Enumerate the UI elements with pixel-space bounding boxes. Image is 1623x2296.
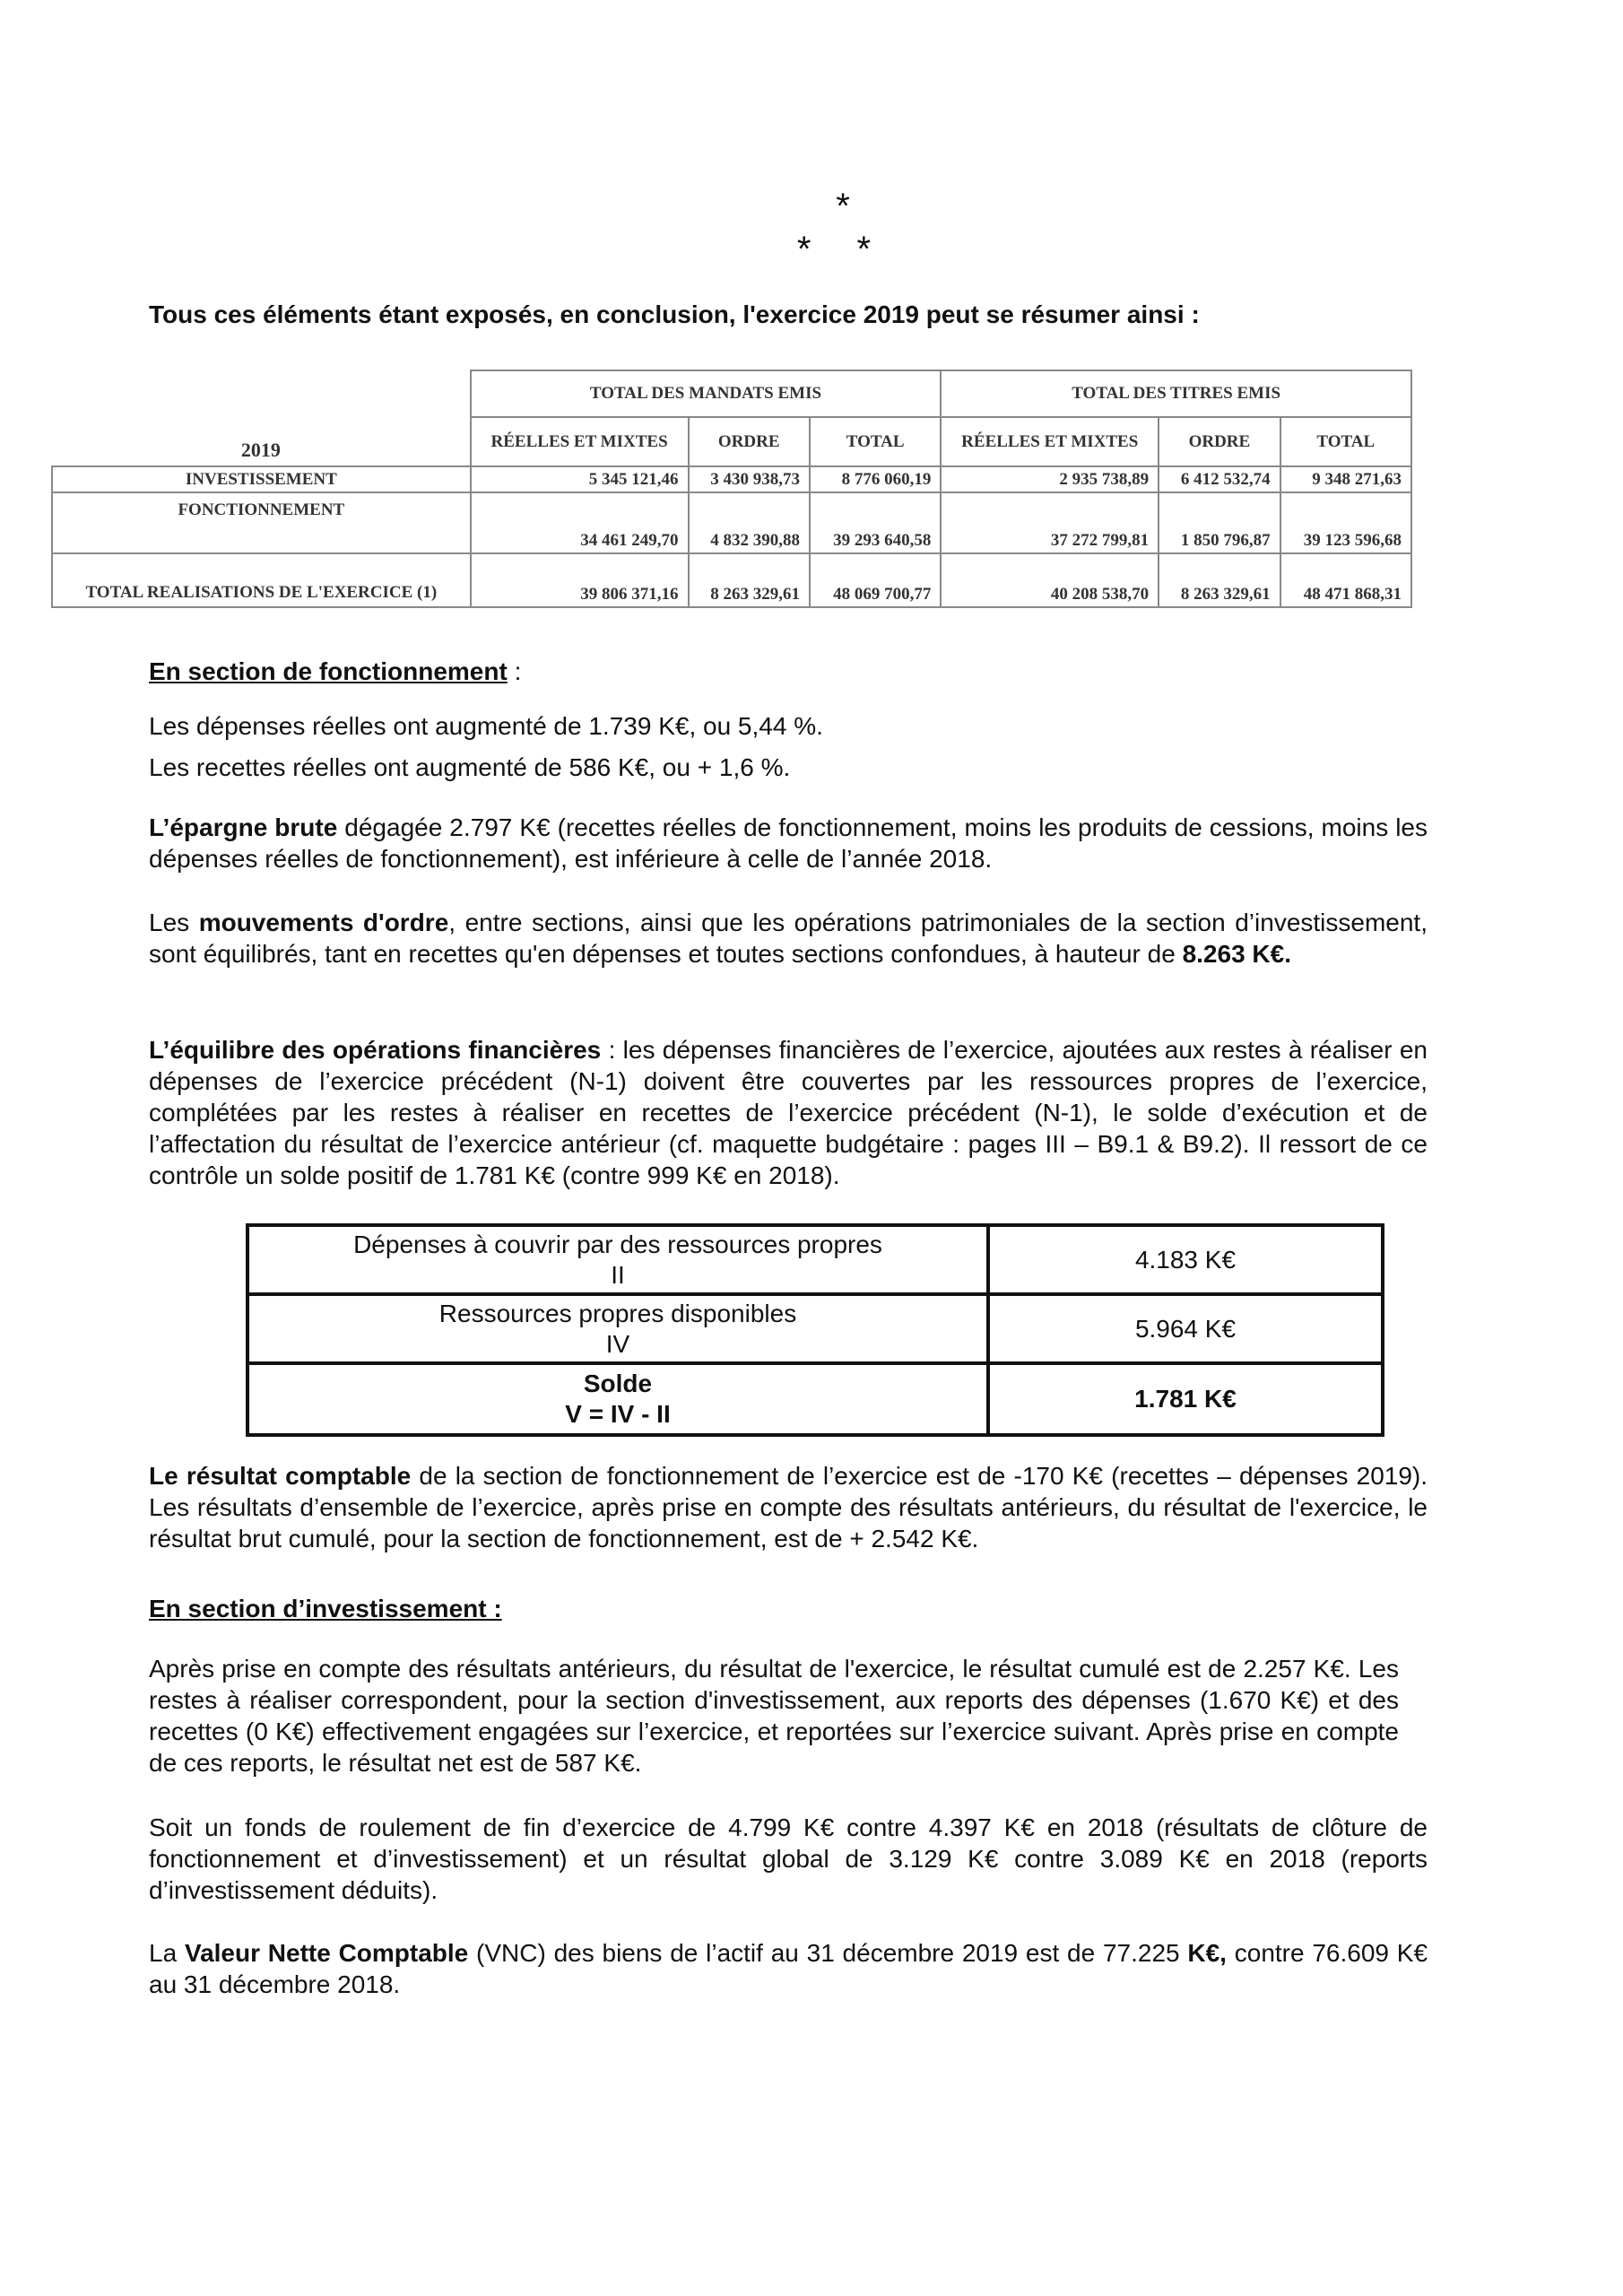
year-label: 2019 <box>52 417 471 466</box>
row-label: INVESTISSEMENT <box>52 466 471 492</box>
row-label: TOTAL REALISATIONS DE L'EXERCICE (1) <box>52 553 471 607</box>
heading-text: En section d’investissement : <box>149 1595 502 1622</box>
column-header: ORDRE <box>689 417 810 466</box>
balance-label <box>247 1294 988 1363</box>
vnc-bold: Valeur Nette Comptable <box>184 1939 469 1967</box>
balance-value: 5.964 K€ <box>988 1294 1383 1363</box>
balance-value: 4.183 K€ <box>988 1225 1383 1294</box>
heading-suffix: : <box>507 657 522 685</box>
equilibre-paragraph <box>149 1034 1428 1191</box>
column-header: ORDRE <box>1159 417 1280 466</box>
mouvements-amount: 8.263 K€. <box>1182 940 1291 968</box>
table-cell: 39 123 596,68 <box>1280 492 1411 553</box>
table-cell: 48 471 868,31 <box>1280 553 1411 607</box>
resultat-text: de la section de fonctionnement de l’exercice est de -170 K€ (recettes – dépenses 2019). Les résultats d’ensemble de l’exercice, après prise en compte des résultats antérieurs, du résultat de l'exercice, le résultat brut cumulé, pour la section de fonctionnement, est de + 2.542 K€. <box>149 1462 1428 1552</box>
mouvements-text: , entre sections, ainsi que les opérations patrimoniales de la section d’investissement, sont équilibrés, tant en recettes qu'en dépenses et toutes sections confondues, à hauteur de <box>149 909 1428 968</box>
column-header: RÉELLES ET MIXTES <box>471 417 689 466</box>
column-header: TOTAL <box>810 417 941 466</box>
table-cell: 2 935 738,89 <box>941 466 1159 492</box>
table-cell: 8 776 060,19 <box>810 466 941 492</box>
mouvements-bold: mouvements d'ordre <box>198 909 449 936</box>
vnc-pre: La <box>149 1939 185 1967</box>
group-header-mandats: TOTAL DES MANDATS EMIS <box>471 370 942 417</box>
balance-label <box>247 1363 988 1435</box>
table-cell: 37 272 799,81 <box>941 492 1159 553</box>
epargne-text: dégagée 2.797 K€ (recettes réelles de fonctionnement, moins les produits de cessions, moins les dépenses réelles de fonctionnement), est inférieure à celle de l’année 2018. <box>149 813 1428 873</box>
table-cell: 8 263 329,61 <box>689 553 810 607</box>
section-heading-investissement <box>149 1595 502 1623</box>
table-cell: 8 263 329,61 <box>1159 553 1280 607</box>
row-label: FONCTIONNEMENT <box>52 492 471 553</box>
table-row <box>52 553 1411 607</box>
balance-table <box>246 1223 1384 1437</box>
table-cell: 9 348 271,63 <box>1280 466 1411 492</box>
balance-label <box>247 1225 988 1294</box>
table-cell: 3 430 938,73 <box>689 466 810 492</box>
resultat-bold: Le résultat comptable <box>149 1462 412 1490</box>
epargne-bold: L’épargne brute <box>149 813 338 841</box>
table-cell: 40 208 538,70 <box>941 553 1159 607</box>
balance-value: 1.781 K€ <box>988 1363 1383 1435</box>
fonds-roulement-paragraph: Soit un fonds de roulement de fin d’exercice de 4.799 K€ contre 4.397 K€ en 2018 (résultats de clôture de fonctionnement et d’investissement) et un résultat global de 3.129 K€ contre 3.089 K€ en 2018 (reports d’investissement déduits). <box>149 1813 1428 1904</box>
table-row <box>247 1225 1383 1294</box>
epargne-paragraph <box>149 812 1428 874</box>
table-cell: 6 412 532,74 <box>1159 466 1280 492</box>
vnc-text-end: contre 76.609 K€ au 31 décembre 2018. <box>149 1939 1428 1998</box>
vnc-paragraph <box>149 1937 1428 2000</box>
group-header-titres: TOTAL DES TITRES EMIS <box>941 370 1411 417</box>
balance-label-text: Ressources propres disponibles <box>438 1299 797 1327</box>
table-cell: 1 850 796,87 <box>1159 492 1280 553</box>
depenses-line: Les dépenses réelles ont augmenté de 1.739 K€, ou 5,44 %. <box>149 712 823 740</box>
table-row <box>52 466 1411 492</box>
summary-table <box>51 370 1412 608</box>
table-cell: 34 461 249,70 <box>471 492 689 553</box>
equilibre-text: : les dépenses financières de l’exercice, ajoutées aux restes à réaliser en dépenses de l’exercice précédent (N-1) doivent être couvertes par les ressources propres de l’exercice, complétées par les restes à réaliser en recettes de l’exercice précédent (N-1), le solde d’exécution et de l’affectation du résultat de l’exercice antérieur (cf. maquette budgétaire : pages III – B9.1 & B9.2). Il ressort de ce contrôle un solde positif de 1.781 K€ (contre 999 K€ en 2018). <box>149 1036 1428 1189</box>
separator-stars-bottom: * * <box>796 230 890 269</box>
equilibre-bold: L’équilibre des opérations financières <box>149 1036 602 1064</box>
table-cell: 39 806 371,16 <box>471 553 689 607</box>
table-row <box>247 1294 1383 1363</box>
heading-text: En section de fonctionnement <box>149 657 508 685</box>
vnc-text: (VNC) des biens de l’actif au 31 décembre 2019 est de 77.225 <box>468 1939 1188 1967</box>
conclusion-intro: Tous ces éléments étant exposés, en conclusion, l'exercice 2019 peut se résumer ainsi : <box>149 300 1200 328</box>
balance-label-text: Dépenses à couvrir par des ressources propres <box>353 1230 882 1258</box>
recettes-line: Les recettes réelles ont augmenté de 586 K€, ou + 1,6 %. <box>149 753 791 781</box>
investissement-paragraph: Après prise en compte des résultats antérieurs, du résultat de l'exercice, le résultat cumulé est de 2.257 K€. Les restes à réaliser correspondent, pour la section d'investissement, aux reports des dépenses (1.670 K€) et des recettes (0 K€) effectivement engagées sur l’exercice, et reportées sur l’exercice suivant. Après prise en compte de ces reports, le résultat net est de 587 K€. <box>149 1655 1399 1777</box>
balance-code: IV <box>605 1329 630 1358</box>
vnc-bold-unit: K€, <box>1187 1939 1227 1967</box>
section-heading-fonctionnement <box>149 657 521 686</box>
table-row <box>52 492 1411 553</box>
table-row <box>247 1363 1383 1435</box>
separator-star-top: * <box>836 187 850 226</box>
table-cell: 5 345 121,46 <box>471 466 689 492</box>
resultat-paragraph <box>149 1460 1428 1554</box>
table-cell: 4 832 390,88 <box>689 492 810 553</box>
column-header: RÉELLES ET MIXTES <box>941 417 1159 466</box>
balance-code: V = IV - II <box>565 1400 671 1428</box>
mouvements-paragraph <box>149 907 1428 970</box>
balance-code: II <box>611 1260 625 1289</box>
balance-label-text: Solde <box>583 1370 653 1397</box>
column-header: TOTAL <box>1280 417 1411 466</box>
table-cell: 48 069 700,77 <box>810 553 941 607</box>
mouvements-pre: Les <box>149 909 199 936</box>
table-cell: 39 293 640,58 <box>810 492 941 553</box>
